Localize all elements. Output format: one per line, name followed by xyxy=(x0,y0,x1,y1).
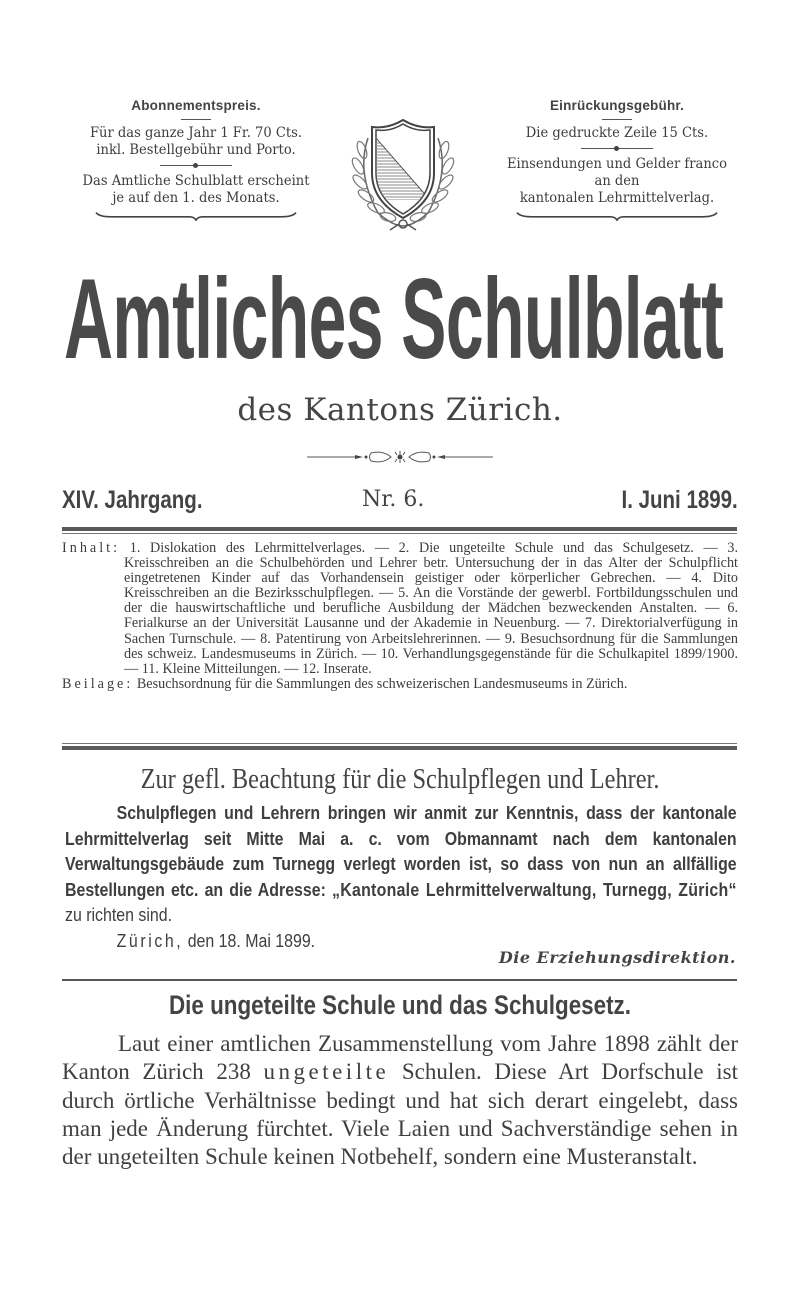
double-rule-divider xyxy=(62,527,737,534)
brace-ornament-icon xyxy=(495,211,739,221)
issue-info-row xyxy=(62,486,738,516)
article-text-cont: Schulen. Diese Art Dorfschule ist durch örtliche Verhältnisse bedingt und hat sich derart eingelebt, dass man jede Änderung fürchtet. Viele Laien und Sachverständige sehen in der ungeteilten Schule keinen Notbehelf, sondern eine Musteranstalt. xyxy=(62,1059,739,1170)
contents-paragraph xyxy=(62,541,738,677)
submissions-line-2: an den xyxy=(594,173,640,189)
issue-date: I. Juni 1899. xyxy=(621,486,738,514)
issue-volume: XIV. Jahrgang. xyxy=(62,486,203,514)
notice-text-end: zu richten sind. xyxy=(65,904,173,925)
divider xyxy=(602,119,632,120)
contents-label: Inhalt: xyxy=(62,540,121,556)
subscription-price-line: Für das ganze Jahr 1 Fr. 70 Cts. xyxy=(89,125,303,141)
insertion-fee-heading: Einrückungsgebühr. xyxy=(549,98,685,113)
masthead-title: Amtliches Schulblatt xyxy=(64,254,724,383)
supplement-paragraph xyxy=(62,677,738,692)
supplement-label: Beilage: xyxy=(62,675,134,692)
notice-heading: Zur gefl. Beachtung für die Schulpflegen und Lehrer. xyxy=(140,763,660,795)
table-of-contents xyxy=(62,541,738,692)
publication-schedule-line-2: je auf den 1. des Monats. xyxy=(112,190,280,206)
article-paragraph xyxy=(62,1030,738,1171)
insertion-fee-box xyxy=(472,98,762,221)
notice-text: Schulpflegen und Lehrern bringen wir anmit zur Kenntnis, dass der kantonale Lehrmittelverlag seit Mitte Mai a. c. vom Obmannamt nach dem kantonalen Verwaltungsgebäude zum Turnegg verlegt worden ist, so dass von nun an allfällige Bestellungen etc. an die Adresse: xyxy=(65,802,737,900)
notice-date: den 18. Mai 1899. xyxy=(183,929,316,951)
article-heading: Die ungeteilte Schule und das Schulgesetz. xyxy=(169,990,631,1020)
notice-address: „Kantonale Lehrmittelverwaltung, Turnegg, Zürich“ xyxy=(332,878,737,900)
dot-divider xyxy=(581,144,653,153)
masthead-subtitle: des Kantons Zürich. xyxy=(237,392,563,428)
divider xyxy=(181,119,211,120)
subscription-price-box xyxy=(56,98,336,221)
subscription-includes-line: inkl. Bestellgebühr und Porto. xyxy=(96,142,296,158)
double-rule-divider xyxy=(62,743,737,750)
subscription-heading: Abonnementspreis. xyxy=(131,98,261,113)
contents-text: 1. Dislokation des Lehrmittelverlages. — 2. Die ungeteilte Schule und das Schulgesetz. — 3. Kreisschreiben an die Schulbehörden und Lehrer betr. Untersuchung der in das Alter der Schulpflicht eingetretenen Kinder auf das Vorhandensein geistiger oder körperlicher Gebrechen. — 4. Dito Kreisschreiben an die Bezirksschulpflegen. — 5. An die Vorstände der gewerbl. Fortbildungsschulen und der die hauswirtschaftliche und berufliche Ausbildung der Mädchen bezweckenden Anstalten. — 6. Ferialkurse an der Universität Lausanne und der Akademie in Neuenburg. — 7. Direktorialverfügung in Sachen Turnschule. — 8. Patentirung von Arbeitslehrerinnen. — 9. Besuchsordnung für die Sammlungen des schweiz. Landesmuseums in Zürich. — 10. Verhandlungsgegenstände für die Schulkapitel 1899/1900. — 11. Kleine Mitteilungen. — 12. Inserate. xyxy=(124,540,739,677)
supplement-text: Besuchsordnung für die Sammlungen des schweizerischen Landesmuseums in Zürich. xyxy=(136,675,628,692)
notice-body xyxy=(65,800,737,953)
publication-schedule-line: Das Amtliche Schulblatt erscheint xyxy=(82,173,310,189)
notice-signature: Die Erziehungsdirektion. xyxy=(498,948,736,967)
article-emphasis: ungeteilte xyxy=(263,1059,390,1085)
insertion-price-line: Die gedruckte Zeile 15 Cts. xyxy=(525,125,709,141)
ornament-divider-icon xyxy=(305,450,495,464)
notice-place: Zürich, xyxy=(116,929,184,951)
dot-divider xyxy=(160,161,232,170)
article-text: Laut einer amtlichen Zusammenstellung vom Jahre 1898 zählt der Kanton Zürich 238 xyxy=(62,1031,738,1085)
submissions-line-3: kantonalen Lehrmittelverlag. xyxy=(519,190,715,206)
submissions-line: Einsendungen und Gelder franco xyxy=(506,156,728,172)
brace-ornament-icon xyxy=(74,211,318,221)
article-body xyxy=(62,1030,738,1171)
zurich-coat-of-arms-icon xyxy=(338,118,468,233)
issue-number: Nr. 6. xyxy=(362,487,425,512)
rule-divider xyxy=(62,979,737,981)
